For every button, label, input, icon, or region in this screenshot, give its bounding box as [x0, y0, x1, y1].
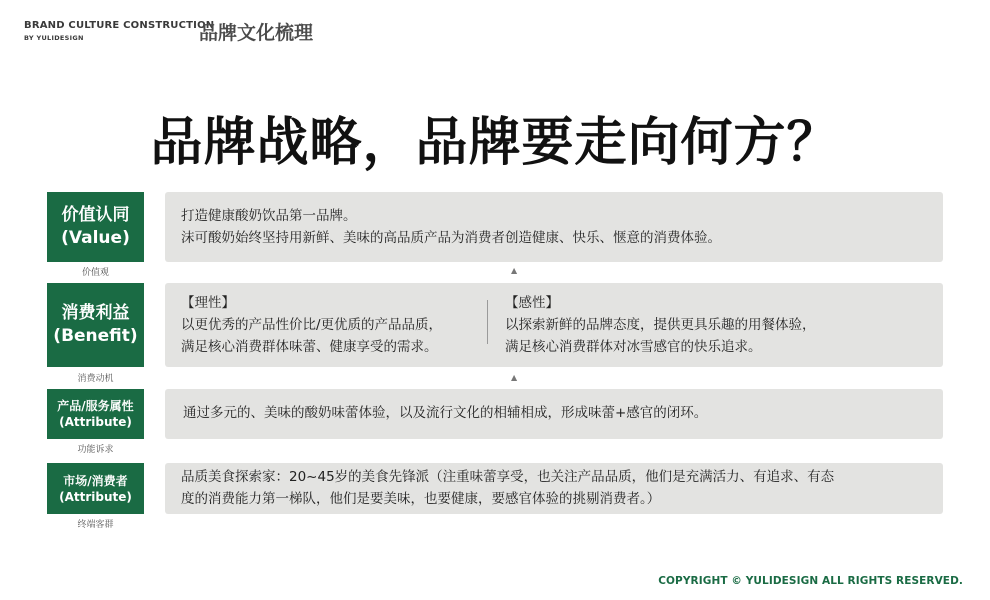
rational-text-line: 满足核心消费群体味蕾、健康享受的需求。: [181, 339, 438, 355]
column-divider: [487, 300, 488, 344]
up-arrow-icon: ▲: [511, 373, 518, 382]
value-text-line: 打造健康酸奶饮品第一品牌。: [181, 208, 357, 224]
market-label-line2: (Attribute): [59, 489, 132, 504]
rational-column: [181, 292, 442, 358]
market-text-line: 度的消费能力第一梯队，他们是要美味，也要健康，要感官体验的挑剔消费者。）: [181, 491, 661, 507]
emotional-heading: 【感性】: [505, 295, 559, 311]
attribute-label-line2: (Attribute): [59, 415, 132, 429]
market-content-panel: [165, 463, 943, 514]
value-label-line2: (Value): [61, 228, 130, 248]
value-content-panel: [165, 192, 943, 262]
section-title: 品牌文化梳理: [199, 22, 314, 44]
up-arrow-icon: ▲: [511, 266, 518, 275]
benefit-label-caption: 消费动机: [77, 374, 114, 384]
attribute-label-caption: 功能诉求: [77, 445, 114, 455]
rational-text-line: 以更优秀的产品性价比/更优质的产品品质，: [181, 317, 443, 333]
attribute-label-box: [47, 389, 144, 439]
rational-heading: 【理性】: [181, 295, 235, 311]
benefit-label-line1: 消费利益: [61, 303, 130, 323]
benefit-label-line2: (Benefit): [53, 326, 138, 346]
value-text-line: 沫可酸奶始终坚持用新鲜、美味的高品质产品为消费者创造健康、快乐、惬意的消费体验。: [181, 230, 721, 246]
attribute-text-line: 通过多元的、美味的酸奶味蕾体验，以及流行文化的相辅相成，形成味蕾+感官的闭环。: [183, 405, 708, 421]
value-label-line1: 价值认同: [61, 205, 130, 225]
brand-byline: BY YULIDESIGN: [24, 34, 84, 42]
market-label-box: [47, 463, 144, 514]
attribute-label-line1: 产品/服务属性: [57, 399, 134, 413]
value-label-caption: 价值观: [81, 268, 109, 278]
page-title: 品牌战略，品牌要走向何方？: [150, 113, 840, 173]
market-text-line: 品质美食探索家：20~45岁的美食先锋派（注重味蕾享受，也关注产品品质，他们是充满活力、有追求、有态: [181, 469, 835, 485]
market-label-caption: 终端客群: [77, 520, 114, 530]
emotional-text-line: 满足核心消费群体对冰雪感官的快乐追求。: [505, 339, 762, 355]
benefit-content-panel: [165, 283, 943, 367]
emotional-column: [505, 292, 816, 358]
brand-english-title: BRAND CULTURE CONSTRUCTION: [24, 20, 215, 31]
value-label-box: [47, 192, 144, 262]
attribute-content-panel: [165, 389, 943, 439]
benefit-label-box: [47, 283, 144, 367]
market-label-line1: 市场/消费者: [63, 473, 128, 488]
emotional-text-line: 以探索新鲜的品牌态度，提供更具乐趣的用餐体验，: [505, 317, 816, 333]
copyright-footer: COPYRIGHT © YULIDESIGN ALL RIGHTS RESERVED.: [658, 575, 963, 587]
